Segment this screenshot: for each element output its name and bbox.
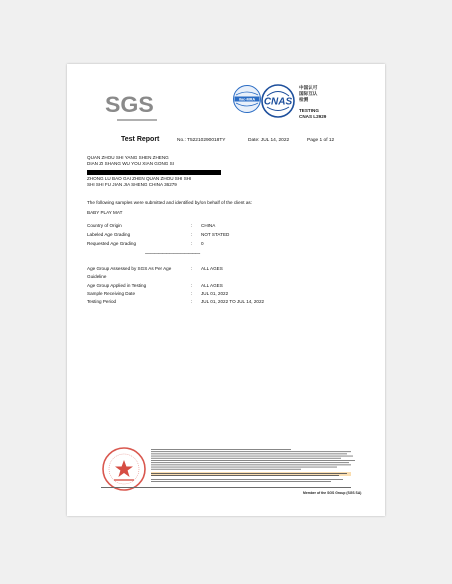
detail-value-country: CHINA	[201, 223, 216, 228]
client-address-line-1: ZHONG LU BAO GAI ZHEN QUAN ZHOU SHI SHI	[87, 176, 192, 181]
detail-label-testing-period: Testing Period	[87, 299, 117, 304]
redaction-bar	[87, 170, 221, 175]
detail-colon: :	[191, 299, 193, 304]
client-name	[87, 155, 174, 166]
cnas-logo	[261, 84, 295, 118]
detail-label-labeled-age: Labeled Age Grading	[87, 232, 131, 237]
detail-colon: :	[191, 291, 193, 296]
detail-colon: :	[191, 241, 193, 246]
cn-line-1: 中国认可	[299, 86, 318, 91]
client-name-line-2: DIAN ZI SHANG WU YOU XIAN GONG SI	[87, 160, 174, 166]
detail-colon: :	[191, 283, 193, 288]
report-date: Date: JUL 14, 2022	[248, 138, 290, 143]
detail-value-age-assessed: ALL AGES	[201, 266, 223, 271]
detail-value-requested-age: 0	[201, 241, 204, 246]
sgs-member-text: Member of the SGS Group (SGS SA)	[303, 491, 362, 495]
samples-intro: The following samples were submitted and identified by/on behalf of the client as:	[87, 200, 252, 205]
detail-label-age-applied: Age Group Applied in Testing	[87, 283, 147, 288]
detail-label-requested-age: Requested Age Grading	[87, 241, 137, 246]
cnas-chinese-text	[299, 86, 317, 104]
detail-label-age-assessed-cont: Guideline	[87, 274, 107, 279]
detail-value-receiving-date: JUL 01, 2022	[201, 291, 229, 296]
cnas-number: CNAS L2929	[299, 114, 327, 119]
terms-fine-print	[151, 449, 361, 487]
report-page-count: Page 1 of 12	[307, 138, 335, 143]
testing-label-block	[299, 108, 326, 120]
detail-colon: :	[191, 266, 193, 271]
cn-line-3: 检测	[299, 98, 309, 103]
report-title: Test Report	[121, 136, 160, 143]
detail-value-testing-period: JUL 01, 2022 TO JUL 14, 2022	[201, 299, 265, 304]
ilac-mra-logo	[232, 84, 262, 114]
sgs-logo: SGS	[105, 92, 154, 117]
ilac-mra-text: ilac-MRA	[238, 97, 256, 102]
client-address-line-2: SHI SHI FU JIAN JIA SHENG CHINA 36279	[87, 181, 177, 187]
cn-line-2: 国际互认	[299, 92, 318, 97]
company-seal-stamp	[101, 446, 147, 492]
report-page	[67, 64, 385, 516]
report-number: No.: T52210290018TY	[177, 138, 226, 143]
detail-value-labeled-age: NOT STATED	[201, 232, 230, 237]
detail-label-age-assessed: Age Group Assessed by SGS As Per Age	[87, 266, 172, 271]
client-name-line-1: QUAN ZHOU SHI YANG SHEN ZHENG	[87, 155, 169, 160]
testing-label: TESTING	[299, 108, 319, 113]
detail-colon: :	[191, 223, 193, 228]
client-address	[87, 176, 191, 187]
separator-stars: *********************************************************	[145, 252, 201, 256]
detail-label-receiving-date: Sample Receiving Date	[87, 291, 136, 296]
detail-colon: :	[191, 232, 193, 237]
footer-divider	[101, 487, 351, 488]
cnas-text: CNAS	[263, 96, 293, 108]
detail-label-country: Country of Origin	[87, 223, 122, 228]
sgs-logo-underline	[117, 119, 157, 121]
product-name: BABY PLAY MAT	[87, 210, 123, 215]
detail-value-age-applied: ALL AGES	[201, 283, 223, 288]
